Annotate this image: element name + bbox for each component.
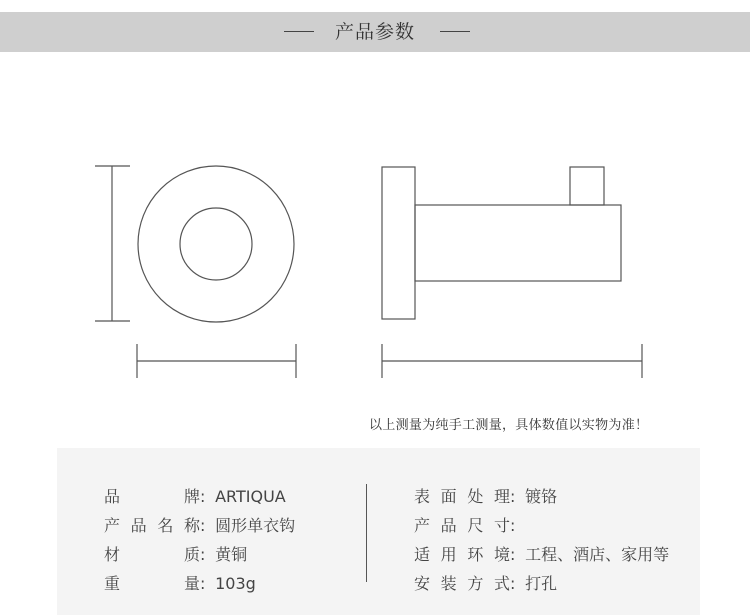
spec-label: 重 量 [104, 574, 200, 593]
spec-label: 适用环境 [414, 545, 510, 564]
spec-row-material: 材 质: 黄铜 [104, 540, 295, 569]
spec-value: 工程、酒店、家用等 [525, 545, 670, 564]
spec-row-size: 产品尺寸: [414, 511, 669, 540]
side-hook-tip [570, 167, 604, 205]
spec-row-environment: 适用环境: 工程、酒店、家用等 [414, 540, 669, 569]
spec-label: 产品尺寸 [414, 516, 510, 535]
spec-column-left [104, 482, 295, 598]
spec-value: 镀铬 [525, 487, 558, 506]
spec-row-product-name: 产品名称: 圆形单衣钩 [104, 511, 295, 540]
page-title: 产品参数 [334, 21, 415, 43]
spec-column-right [414, 482, 669, 598]
spec-row-brand: 品 牌: ARTIQUA [104, 482, 295, 511]
spec-label: 材 质 [104, 545, 200, 564]
spec-label: 表面处理 [414, 487, 510, 506]
spec-value: 打孔 [525, 574, 558, 593]
spec-value: 黄铜 [215, 545, 248, 564]
side-base-plate [382, 167, 415, 319]
hook-post-circle [180, 208, 252, 280]
spec-divider [366, 484, 367, 582]
measurement-note: 以上测量为纯手工测量，具体数值以实物为准！ [369, 418, 649, 433]
spec-row-installation: 安装方式: 打孔 [414, 569, 669, 598]
side-view-drawing [382, 167, 642, 378]
spec-label: 产品名称 [104, 516, 200, 535]
front-view-drawing [95, 166, 296, 378]
spec-row-finish: 表面处理: 镀铬 [414, 482, 669, 511]
spec-label: 安装方式 [414, 574, 510, 593]
side-hook-arm [415, 205, 621, 281]
spec-value: 圆形单衣钩 [215, 516, 296, 535]
spec-panel [57, 448, 700, 615]
spec-row-weight: 重 量: 103g [104, 569, 295, 598]
spec-value: ARTIQUA [215, 487, 286, 506]
spec-label: 品 牌 [104, 487, 200, 506]
base-plate-circle [138, 166, 294, 322]
spec-value: 103g [215, 574, 256, 593]
